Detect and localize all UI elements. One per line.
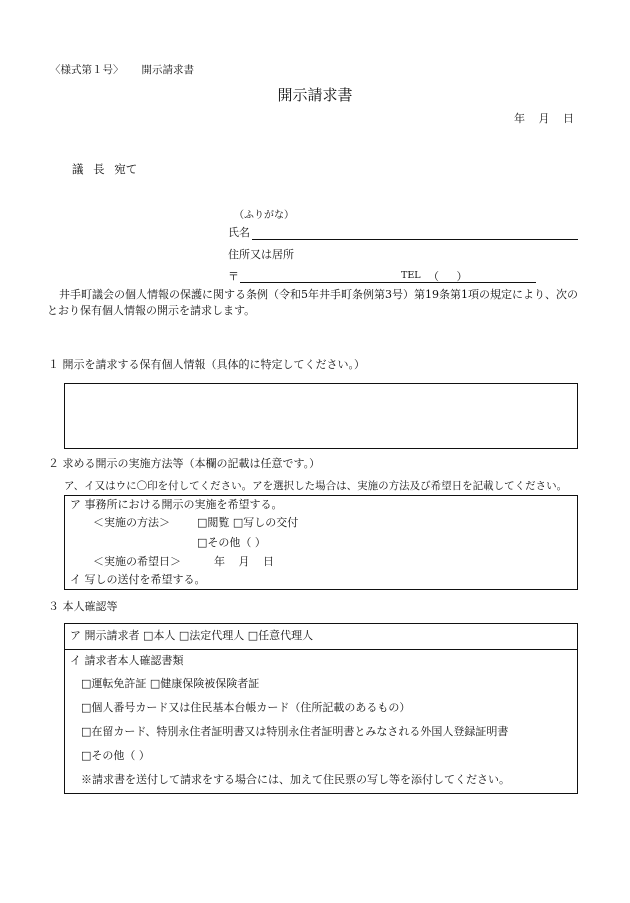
address-label: 住所又は居所 — [228, 248, 294, 261]
date-value[interactable]: 年 月 日 — [214, 555, 274, 568]
doc-option-1[interactable]: □運転免許証 □健康保険被保険者証 — [81, 677, 260, 690]
furigana-label: （ふりがな） — [234, 210, 294, 221]
doc-option-3[interactable]: □在留カード、特別永住者証明書又は特別永住者証明書とみなされる外国人登録証明書 — [81, 725, 509, 738]
page-title: 開示請求書 — [277, 86, 353, 104]
doc-option-2[interactable]: □個人番号カード又は住民基本台帳カード（住所記載のあるもの） — [81, 701, 411, 714]
form-number: 〈様式第１号〉 — [50, 64, 124, 76]
method-choices[interactable]: □閲覧 □写しの交付 — [197, 516, 299, 529]
address-field[interactable] — [240, 282, 536, 283]
tel-parens: （ ） — [428, 270, 468, 283]
section2-box — [64, 495, 578, 590]
method-label: ＜実施の方法＞ — [93, 516, 170, 529]
date-label: ＜実施の希望日＞ — [93, 555, 181, 568]
requester-row[interactable]: ア 開示請求者 □本人 □法定代理人 □任意代理人 — [70, 629, 314, 642]
option-a[interactable]: ア 事務所における開示の実施を希望する。 — [70, 498, 283, 511]
section3-heading: ３ 本人確認等 — [48, 600, 118, 613]
intro-text: 井手町議会の個人情報の保護に関する条例（令和5年井手町条例第3号）第19条第1項の規定により、次のとおり保有個人情報の開示を請求します。 — [47, 288, 578, 317]
name-label: 氏名 — [228, 226, 250, 239]
section1-heading: １ 開示を請求する保有個人情報（具体的に特定してください。） — [48, 358, 365, 371]
section2-heading: ２ 求める開示の実施方法等（本欄の記載は任意です。） — [48, 457, 321, 470]
postal-mark: 〒 — [228, 270, 239, 283]
docs-heading: イ 請求者本人確認書類 — [70, 654, 184, 667]
option-b[interactable]: イ 写しの送付を希望する。 — [70, 573, 206, 586]
form-number-label — [50, 64, 194, 77]
section3-note: ※請求書を送付して請求をする場合には、加えて住民票の写し等を添付してください。 — [81, 773, 510, 786]
addressee: 議 長 宛て — [72, 162, 138, 176]
section3-divider — [65, 649, 577, 650]
tel-label: TEL — [401, 270, 421, 281]
form-name: 開示請求書 — [141, 64, 194, 76]
section3-box — [64, 623, 578, 794]
doc-option-4[interactable]: □その他（ ） — [81, 749, 150, 762]
section2-note: ア、イ又はウに〇印を付してください。アを選択した場合は、実施の方法及び希望日を記載してください。 — [64, 480, 568, 492]
method-other[interactable]: □その他（ ） — [197, 536, 266, 549]
section1-input-box[interactable] — [64, 383, 578, 449]
name-field[interactable] — [252, 239, 578, 240]
intro-paragraph — [47, 287, 587, 319]
request-date: 年 月 日 — [514, 112, 574, 125]
